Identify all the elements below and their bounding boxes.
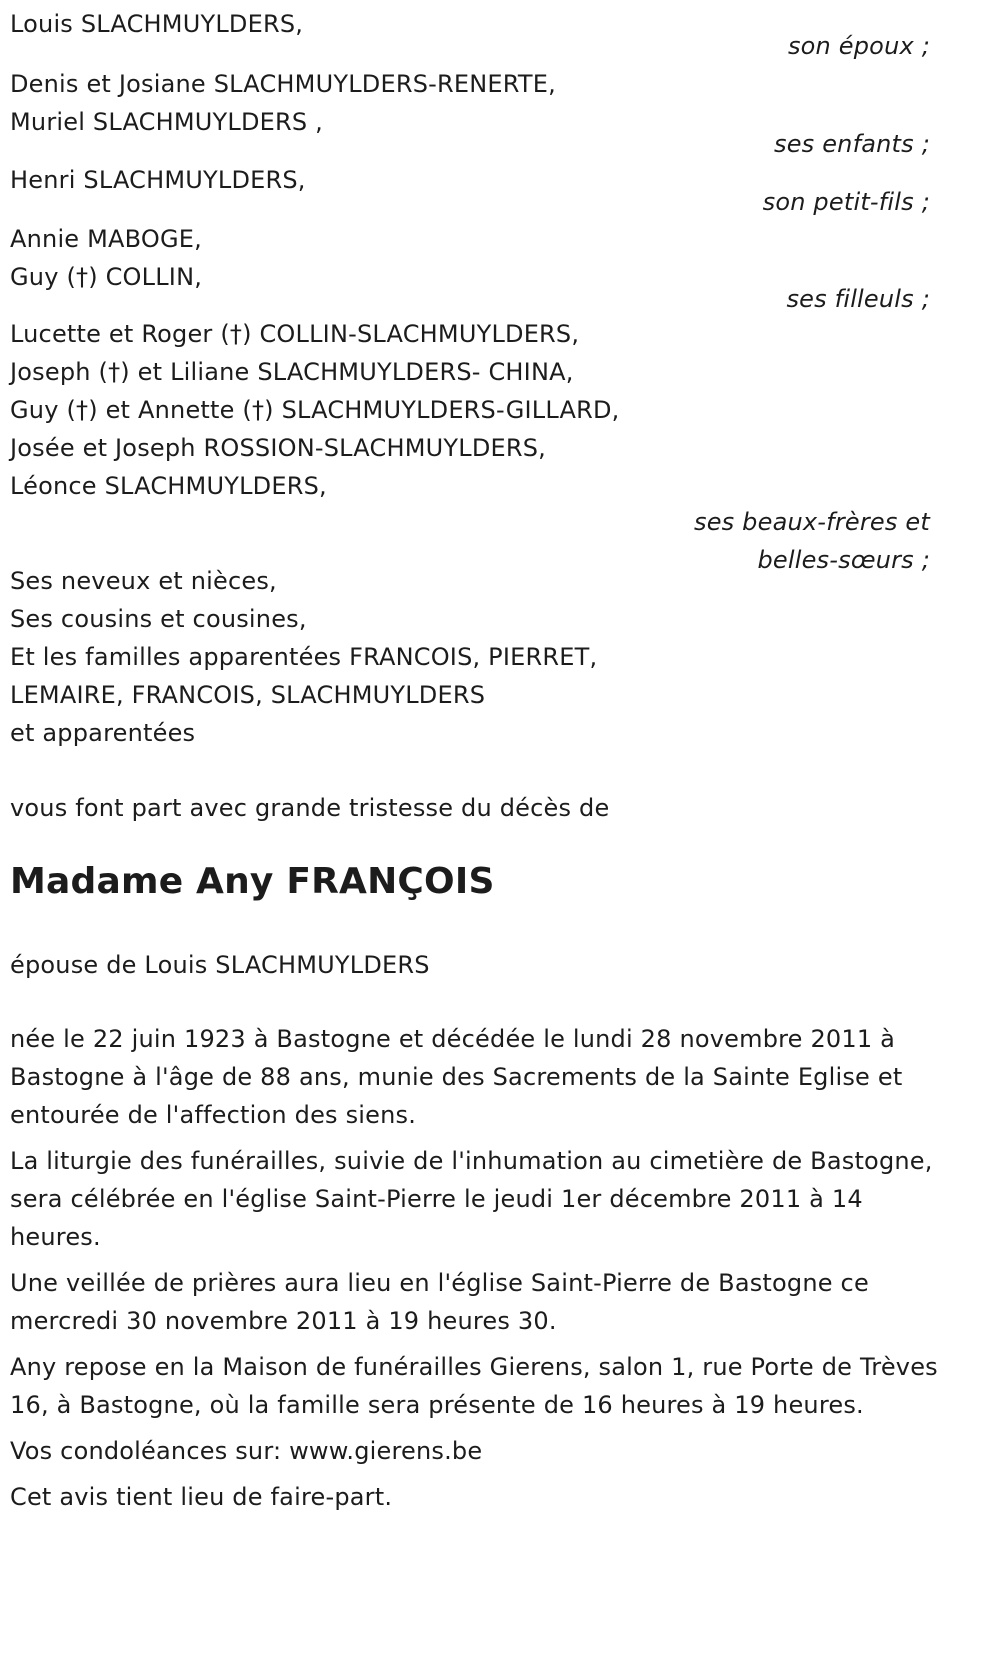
family-member-name: Léonce SLACHMUYLDERS, xyxy=(10,472,327,500)
deceased-name-block xyxy=(10,858,940,906)
relationship-label: ses beaux-frères et xyxy=(693,508,930,536)
funeral-paragraph: La liturgie des funérailles, suivie de l'inhumation au cimetière de Bastogne, sera célébrée en l'église Saint-Pierre le jeudi 1er décembre 2011 à 14 heures. xyxy=(10,1147,933,1251)
family-member-name: Joseph (†) et Liliane SLACHMUYLDERS- CHINA, xyxy=(10,358,574,386)
condolences-paragraph: Vos condoléances sur: www.gierens.be xyxy=(10,1437,483,1465)
family-member-name: Guy (†) et Annette (†) SLACHMUYLDERS-GILLARD, xyxy=(10,396,620,424)
notice-paragraph: Cet avis tient lieu de faire-part. xyxy=(10,1483,393,1511)
relatives-line: et apparentées xyxy=(10,719,196,747)
family-member-name: Annie MABOGE, xyxy=(10,225,202,253)
deceased-name: Madame Any FRANÇOIS xyxy=(10,861,495,902)
family-member-name: Muriel SLACHMUYLDERS , xyxy=(10,108,323,136)
family-group-grandson xyxy=(10,160,940,220)
relatives-line: Ses neveux et nièces, xyxy=(10,567,277,595)
spouse-line: épouse de Louis SLACHMUYLDERS xyxy=(10,951,430,979)
relatives-line: LEMAIRE, FRANCOIS, SLACHMUYLDERS xyxy=(10,681,486,709)
viewing-paragraph: Any repose en la Maison de funérailles Gierens, salon 1, rue Porte de Trèves 16, à Bastogne, où la famille sera présente de 16 heures à 19 heures. xyxy=(10,1353,938,1419)
family-group-spouse xyxy=(10,4,940,64)
family-group-in-laws xyxy=(10,315,940,579)
family-group-children xyxy=(10,64,940,162)
relationship-label: ses enfants ; xyxy=(774,130,930,158)
relationship-label: son petit-fils ; xyxy=(762,188,930,216)
relationship-label: son époux ; xyxy=(787,32,930,60)
family-member-name: Louis SLACHMUYLDERS, xyxy=(10,10,304,38)
family-group-godchildren xyxy=(10,219,940,317)
family-member-name: Josée et Joseph ROSSION-SLACHMUYLDERS, xyxy=(10,434,546,462)
family-member-name: Lucette et Roger (†) COLLIN-SLACHMUYLDERS, xyxy=(10,320,580,348)
spouse-line-block xyxy=(10,945,940,985)
details-section xyxy=(10,1020,940,1516)
birth-death-paragraph: née le 22 juin 1923 à Bastogne et décédée le lundi 28 novembre 2011 à Bastogne à l'âge de 88 ans, munie des Sacrements de la Sainte Eglise et entourée de l'affection des siens. xyxy=(10,1025,903,1129)
relatives-list xyxy=(10,562,940,752)
family-member-name: Guy (†) COLLIN, xyxy=(10,263,203,291)
relatives-line: Ses cousins et cousines, xyxy=(10,605,307,633)
vigil-paragraph: Une veillée de prières aura lieu en l'église Saint-Pierre de Bastogne ce mercredi 30 novembre 2011 à 19 heures 30. xyxy=(10,1269,869,1335)
announcement xyxy=(10,788,940,828)
relationship-label: ses filleuls ; xyxy=(786,285,930,313)
family-member-name: Denis et Josiane SLACHMUYLDERS-RENERTE, xyxy=(10,70,556,98)
announcement-text: vous font part avec grande tristesse du décès de xyxy=(10,794,610,822)
family-member-name: Henri SLACHMUYLDERS, xyxy=(10,166,306,194)
relatives-line: Et les familles apparentées FRANCOIS, PIERRET, xyxy=(10,643,598,671)
relationship-label: belles-sœurs ; xyxy=(757,546,930,574)
